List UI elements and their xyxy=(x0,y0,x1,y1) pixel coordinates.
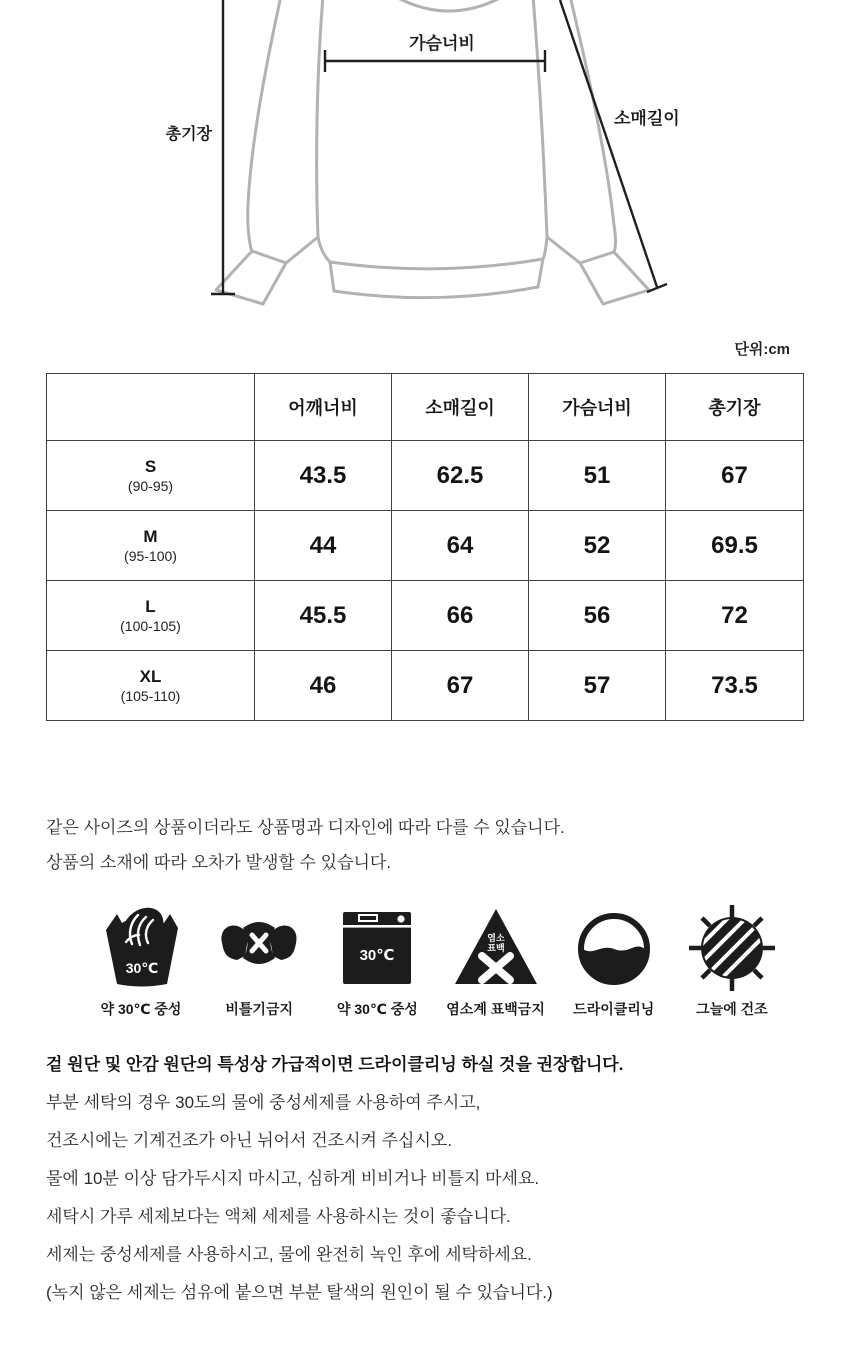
value-cell: 56 xyxy=(529,581,666,651)
value-cell: 46 xyxy=(255,651,392,721)
value-cell: 43.5 xyxy=(255,441,392,511)
sleeve-measure-line xyxy=(560,0,657,287)
value-cell: 66 xyxy=(392,581,529,651)
col-header-chest: 가슴너비 xyxy=(529,374,666,441)
col-header-sleeve: 소매길이 xyxy=(392,374,529,441)
care-item-machine-wash xyxy=(321,903,433,1019)
col-header-length: 총기장 xyxy=(666,374,804,441)
care-label: 비틀기금지 xyxy=(225,1001,293,1017)
care-label: 드라이클리닝 xyxy=(573,1001,655,1017)
notice-line: 상품의 소재에 따라 오차가 발생할 수 있습니다. xyxy=(46,853,392,872)
value-cell: 73.5 xyxy=(666,651,804,721)
size-table-corner-cell xyxy=(47,374,255,441)
chest-width-label: 가슴너비 xyxy=(409,34,475,53)
care-headline: 겉 원단 및 안감 원단의 특성상 가급적이면 드라이클리닝 하실 것을 권장합니다. xyxy=(46,1055,624,1074)
notice-line: 같은 사이즈의 상품이더라도 상품명과 디자인에 따라 다를 수 있습니다. xyxy=(46,818,565,837)
size-range: (100-105) xyxy=(120,618,181,634)
care-instructions xyxy=(46,1046,816,1312)
care-label: 염소계 표백금지 xyxy=(446,1001,545,1017)
right-cuff xyxy=(580,252,649,304)
care-item-hand-wash xyxy=(85,903,197,1019)
value-cell: 45.5 xyxy=(255,581,392,651)
size-label: XL xyxy=(139,667,162,686)
care-icons-row xyxy=(0,903,850,1019)
care-line: 부분 세탁의 경우 30도의 물에 중성세제를 사용하여 주시고, xyxy=(46,1093,481,1112)
no-bleach-icon xyxy=(451,903,541,993)
care-line: 물에 10분 이상 담가두시지 마시고, 심하게 비비거나 비틀지 마세요. xyxy=(46,1169,540,1188)
size-range: (105-110) xyxy=(120,688,181,704)
table-row xyxy=(47,441,804,511)
col-header-shoulder: 어깨너비 xyxy=(255,374,392,441)
size-label: M xyxy=(143,527,158,546)
size-label: S xyxy=(144,457,157,476)
svg-text:30℃: 30℃ xyxy=(359,947,395,964)
value-cell: 64 xyxy=(392,511,529,581)
size-cell xyxy=(47,441,255,511)
care-item-shade-dry xyxy=(676,903,788,1019)
value-cell: 67 xyxy=(666,441,804,511)
size-notice xyxy=(46,810,806,880)
unit-label: 단위:cm xyxy=(734,341,790,358)
care-item-no-wring xyxy=(203,903,315,1019)
care-label: 그늘에 건조 xyxy=(696,1001,768,1017)
shade-dry-icon xyxy=(687,903,777,993)
table-row xyxy=(47,581,804,651)
size-table xyxy=(46,373,804,721)
svg-text:30℃: 30℃ xyxy=(125,960,159,976)
no-wring-icon xyxy=(214,903,304,993)
value-cell: 51 xyxy=(529,441,666,511)
size-range: (95-100) xyxy=(124,548,177,564)
machine-wash-30-icon xyxy=(332,903,422,993)
size-table-header-row xyxy=(47,374,804,441)
value-cell: 57 xyxy=(529,651,666,721)
value-cell: 67 xyxy=(392,651,529,721)
care-label: 약 30℃ 중성 xyxy=(100,1001,182,1017)
care-line: (녹지 않은 세제는 섬유에 붙으면 부분 탈색의 원인이 될 수 있습니다.) xyxy=(46,1283,553,1302)
sleeve-length-label: 소매길이 xyxy=(614,109,680,128)
value-cell: 44 xyxy=(255,511,392,581)
value-cell: 72 xyxy=(666,581,804,651)
dry-clean-icon xyxy=(569,903,659,993)
collar-line xyxy=(398,0,500,11)
svg-text:표백: 표백 xyxy=(486,943,505,953)
size-cell xyxy=(47,651,255,721)
size-range: (90-95) xyxy=(127,478,174,494)
left-cuff xyxy=(216,251,286,304)
value-cell: 52 xyxy=(529,511,666,581)
care-line: 세제는 중성세제를 사용하시고, 물에 완전히 녹인 후에 세탁하세요. xyxy=(46,1245,532,1264)
care-line: 건조시에는 기계건조가 아닌 뉘어서 건조시켜 주십시오. xyxy=(46,1131,453,1150)
size-label: L xyxy=(145,597,156,616)
care-item-no-bleach xyxy=(440,903,552,1019)
size-cell xyxy=(47,581,255,651)
value-cell: 62.5 xyxy=(392,441,529,511)
table-row xyxy=(47,651,804,721)
garment-diagram xyxy=(0,0,850,332)
hand-wash-30-icon xyxy=(96,903,186,993)
care-item-dry-clean xyxy=(558,903,670,1019)
value-cell: 69.5 xyxy=(666,511,804,581)
care-line: 세탁시 가루 세제보다는 액체 세제를 사용하시는 것이 좋습니다. xyxy=(46,1207,511,1226)
care-label: 약 30℃ 중성 xyxy=(336,1001,418,1017)
svg-text:염소: 염소 xyxy=(486,933,505,943)
size-cell xyxy=(47,511,255,581)
total-length-label: 총기장 xyxy=(165,126,212,143)
table-row xyxy=(47,511,804,581)
